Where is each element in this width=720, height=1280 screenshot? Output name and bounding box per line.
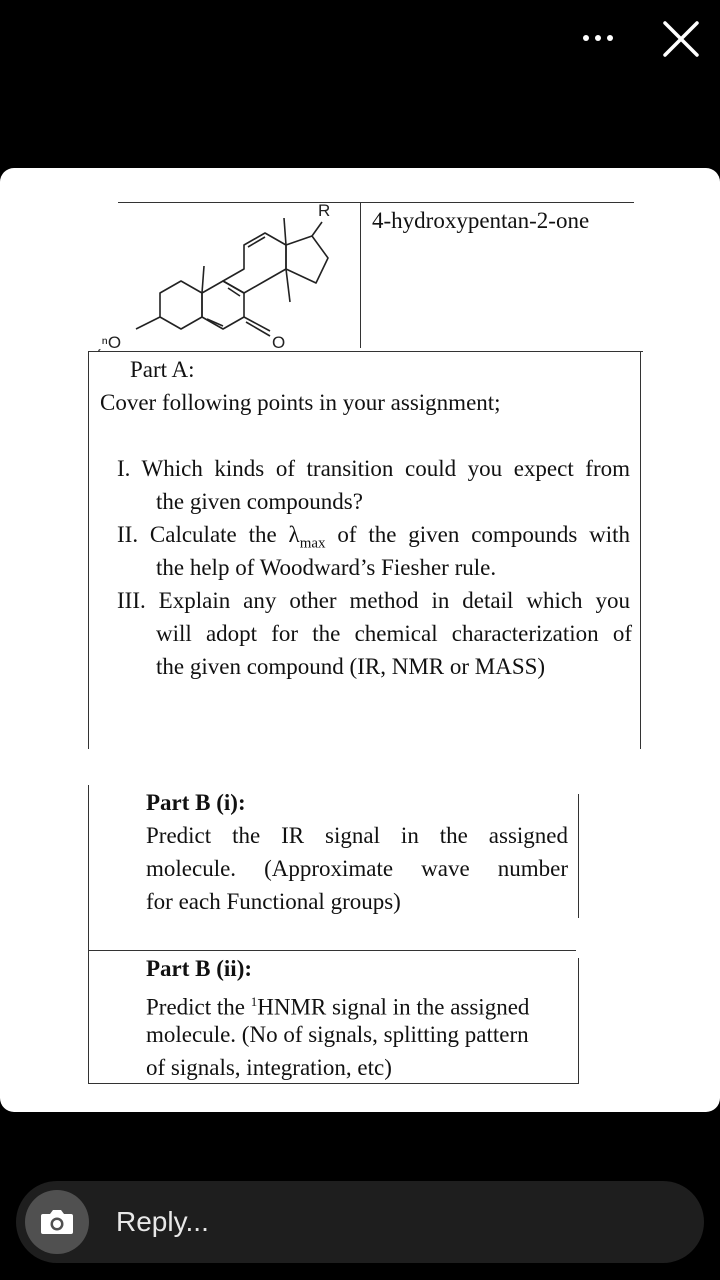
- part-b2-left-border: [88, 950, 89, 1084]
- part-b1-line-1: Predict the IR signal in the assigned: [146, 823, 568, 848]
- part-a-right-border: [640, 351, 641, 749]
- part-a-item-3-line-1: III. Explain any other method in detail which you: [117, 588, 630, 613]
- more-options-button[interactable]: [574, 20, 622, 56]
- part-a-item-2-line-1-pre: II. Calculate the λ: [117, 522, 300, 547]
- hnmr-superscript: 1: [250, 994, 258, 1009]
- part-a-title: Part A:: [130, 357, 195, 382]
- part-b2-line-1-post: HNMR signal in the assigned: [257, 994, 530, 1020]
- reply-bar[interactable]: [16, 1181, 704, 1263]
- part-b1-title: Part B (i):: [146, 790, 246, 815]
- table-column-divider: [360, 202, 361, 348]
- more-dot: [607, 35, 613, 41]
- part-a-item-1-line-2: the given compounds?: [156, 489, 363, 514]
- part-b1-line-2: molecule. (Approximate wave number: [146, 856, 568, 881]
- steroid-structure-diagram: [90, 196, 360, 356]
- more-dot: [595, 35, 601, 41]
- lambda-max-subscript: max: [299, 535, 326, 552]
- more-dots-icon: [583, 35, 589, 41]
- r-group-label: R: [318, 201, 331, 220]
- ketone-oxygen-label: O: [272, 333, 286, 352]
- camera-button[interactable]: [25, 1190, 89, 1254]
- part-b2-title: Part B (ii):: [146, 956, 253, 981]
- story-top-bar: [0, 0, 720, 110]
- methoxy-label: ˏⁿO: [96, 333, 122, 352]
- part-b2-line-1-pre: Predict the: [146, 994, 251, 1020]
- camera-icon: [25, 1190, 89, 1254]
- part-b2-line-3: of signals, integration, etc): [146, 1055, 392, 1080]
- part-b1-line-3: for each Functional groups): [146, 889, 401, 914]
- part-a-item-1-line-1: I. Which kinds of transition could you expect from: [117, 456, 630, 481]
- compound-name: 4-hydroxypentan-2-one: [372, 208, 590, 233]
- part-a-left-border: [88, 351, 89, 749]
- part-b-divider: [88, 950, 576, 951]
- part-a-intro: Cover following points in your assignment;: [100, 390, 501, 415]
- part-b1-right-border: [578, 794, 579, 918]
- part-a-item-2-line-1-post: of the given compounds with: [325, 522, 631, 547]
- part-a-item-2-line-2: the help of Woodward’s Fiesher rule.: [156, 555, 497, 580]
- part-a-item-3-line-3: the given compound (IR, NMR or MASS): [156, 654, 546, 679]
- part-b2-right-border: [578, 958, 579, 1084]
- reply-input[interactable]: Reply...: [116, 1206, 209, 1237]
- close-icon[interactable]: [656, 14, 706, 64]
- part-b2-line-2: molecule. (No of signals, splitting pattern: [146, 1022, 529, 1047]
- part-b1-left-border: [88, 785, 89, 951]
- document-image: [0, 168, 720, 1112]
- part-a-item-3-line-2: will adopt for the chemical characterization of: [156, 621, 632, 646]
